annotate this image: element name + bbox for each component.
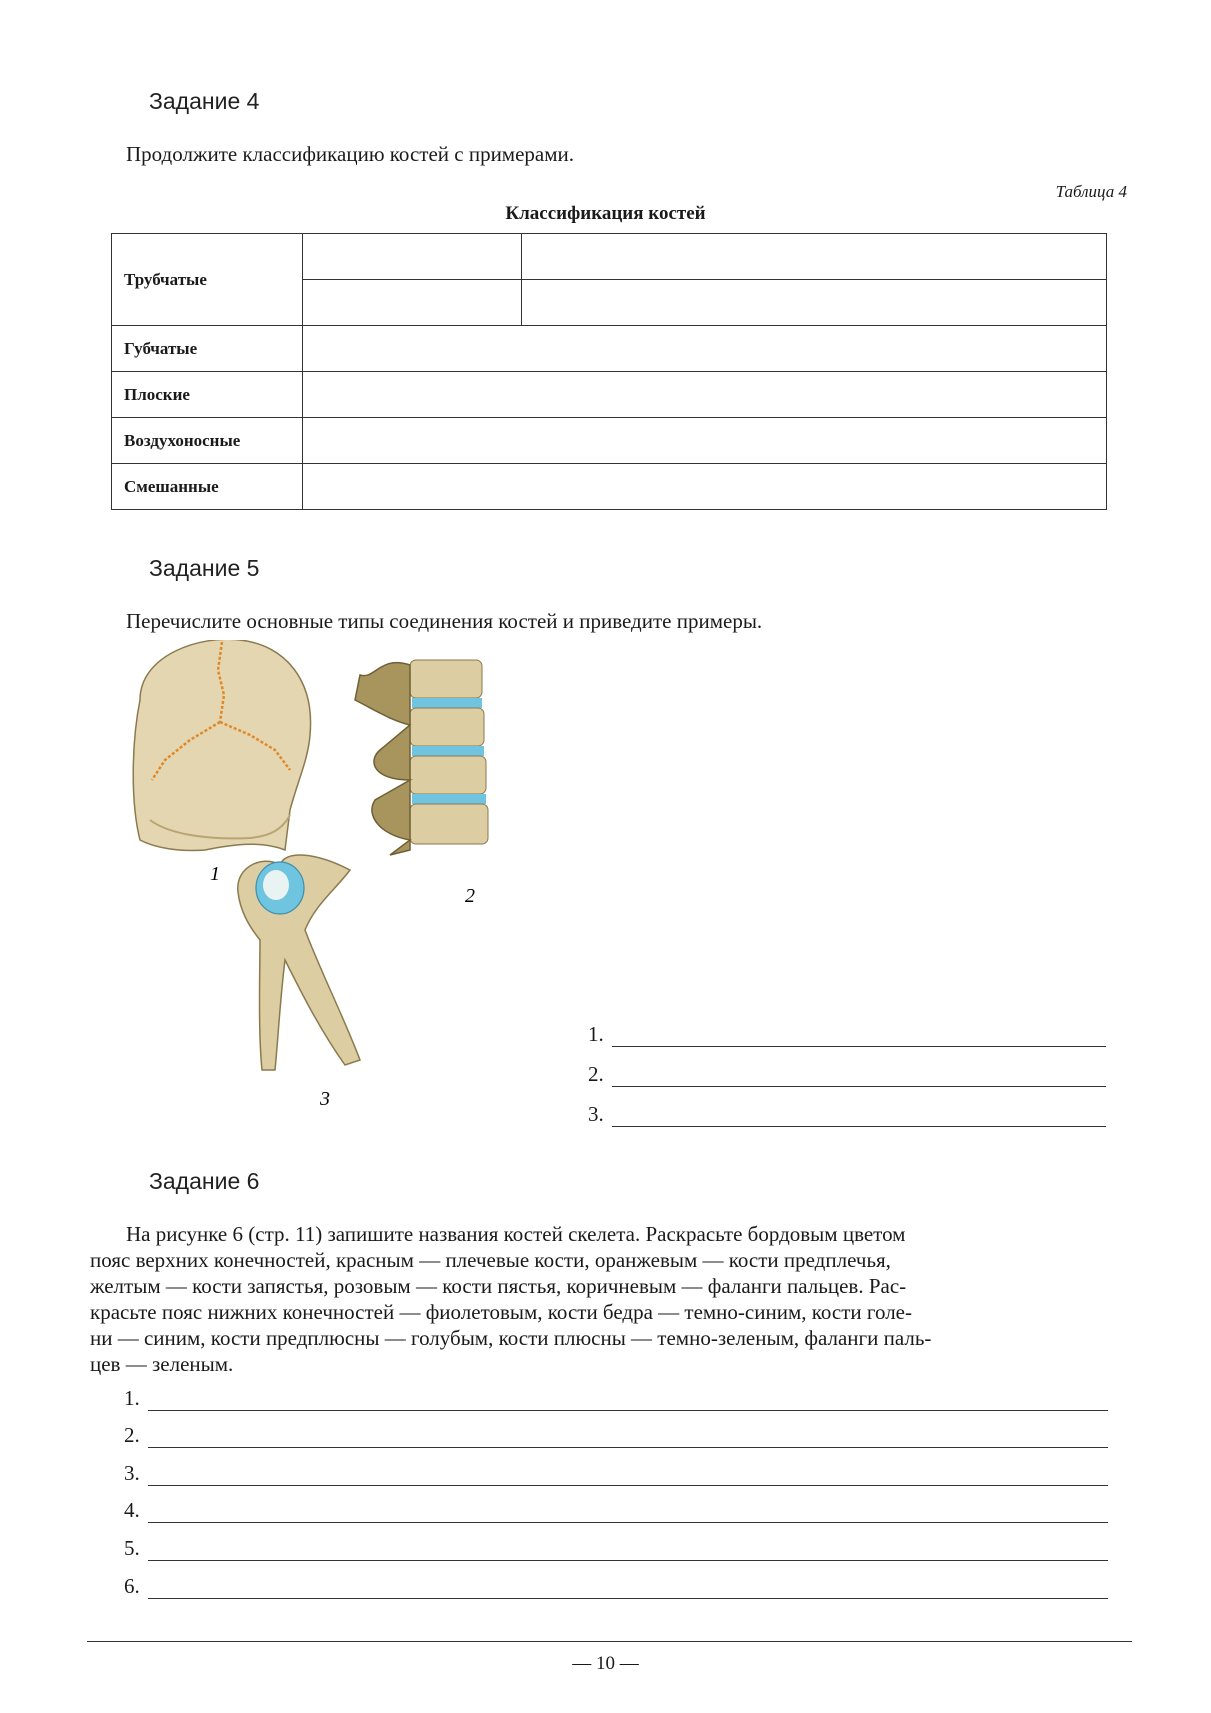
bones-classification-table [111,233,1107,510]
answer-number: 2. [588,1062,604,1086]
row-label-tubular: Трубчатые [112,234,303,326]
instruction-line: желтым — кости запястья, розовым — кости пястья, коричневым — фаланги пальцев. Рас- [90,1274,907,1298]
vertebrae-figure [355,660,488,855]
answer-cell[interactable] [522,234,1107,280]
task6-answer-line[interactable] [124,1423,1108,1448]
table-title: Классификация костей [505,203,706,224]
answer-number: 6. [124,1574,140,1598]
answer-number: 1. [124,1386,140,1410]
answer-number: 4. [124,1498,140,1522]
row-label-flat: Плоские [112,372,303,418]
task6-heading: Задание 6 [149,1168,260,1194]
task5-answer-line[interactable] [588,1062,1106,1087]
shoulder-joint-figure [238,855,360,1070]
row-label-mixed: Смешанные [112,464,303,510]
page-number: — 10 — [572,1653,639,1674]
answer-cell[interactable] [303,372,1107,418]
answer-cell[interactable] [303,280,522,326]
footer-divider [87,1641,1132,1642]
task5-heading: Задание 5 [149,555,260,581]
task6-answer-line[interactable] [124,1461,1108,1486]
answer-cell[interactable] [303,234,522,280]
answer-number: 3. [588,1102,604,1126]
task5-instruction: Перечислите основные типы соединения костей и приведите примеры. [126,609,763,633]
task4-instruction: Продолжите классификацию костей с примерами. [126,142,575,166]
answer-cell[interactable] [303,326,1107,372]
row-label-spongy: Губчатые [112,326,303,372]
bone-joint-figures [110,640,570,1140]
task6-answer-line[interactable] [124,1536,1108,1561]
table-row [112,234,1107,280]
answer-number: 3. [124,1461,140,1485]
instruction-line: На рисунке 6 (стр. 11) запишите названия костей скелета. Раскрасьте бордовым цветом [126,1222,906,1246]
instruction-line: цев — зеленым. [90,1352,234,1376]
answer-number: 1. [588,1022,604,1046]
answer-cell[interactable] [522,280,1107,326]
table-row [112,464,1107,510]
table-caption: Таблица 4 [1055,182,1127,201]
task6-answer-line[interactable] [124,1574,1108,1599]
task6-instruction [90,1221,1120,1377]
answer-cell[interactable] [303,464,1107,510]
task6-answer-line[interactable] [124,1386,1108,1411]
task6-answer-line[interactable] [124,1498,1108,1523]
task5-answer-line[interactable] [588,1022,1106,1047]
instruction-line: ни — синим, кости предплюсны — голубым, кости плюсны — темно-зеленым, фаланги паль- [90,1326,932,1350]
answer-cell[interactable] [303,418,1107,464]
figure-label-1: 1 [210,863,220,885]
answer-number: 2. [124,1423,140,1447]
row-label-pneumatic: Воздухоносные [112,418,303,464]
figure-label-2: 2 [465,885,475,907]
table-row [112,326,1107,372]
answer-number: 5. [124,1536,140,1560]
task4-heading: Задание 4 [149,88,260,114]
instruction-line: пояс верхних конечностей, красным — плечевые кости, оранжевым — кости предплечья, [90,1248,891,1272]
table-row [112,418,1107,464]
instruction-line: красьте пояс нижних конечностей — фиолетовым, кости бедра — темно-синим, кости голе- [90,1300,912,1324]
task5-answer-line[interactable] [588,1102,1106,1127]
figure-label-3: 3 [320,1088,330,1110]
skull-sutures-figure [133,640,310,851]
table-row [112,372,1107,418]
